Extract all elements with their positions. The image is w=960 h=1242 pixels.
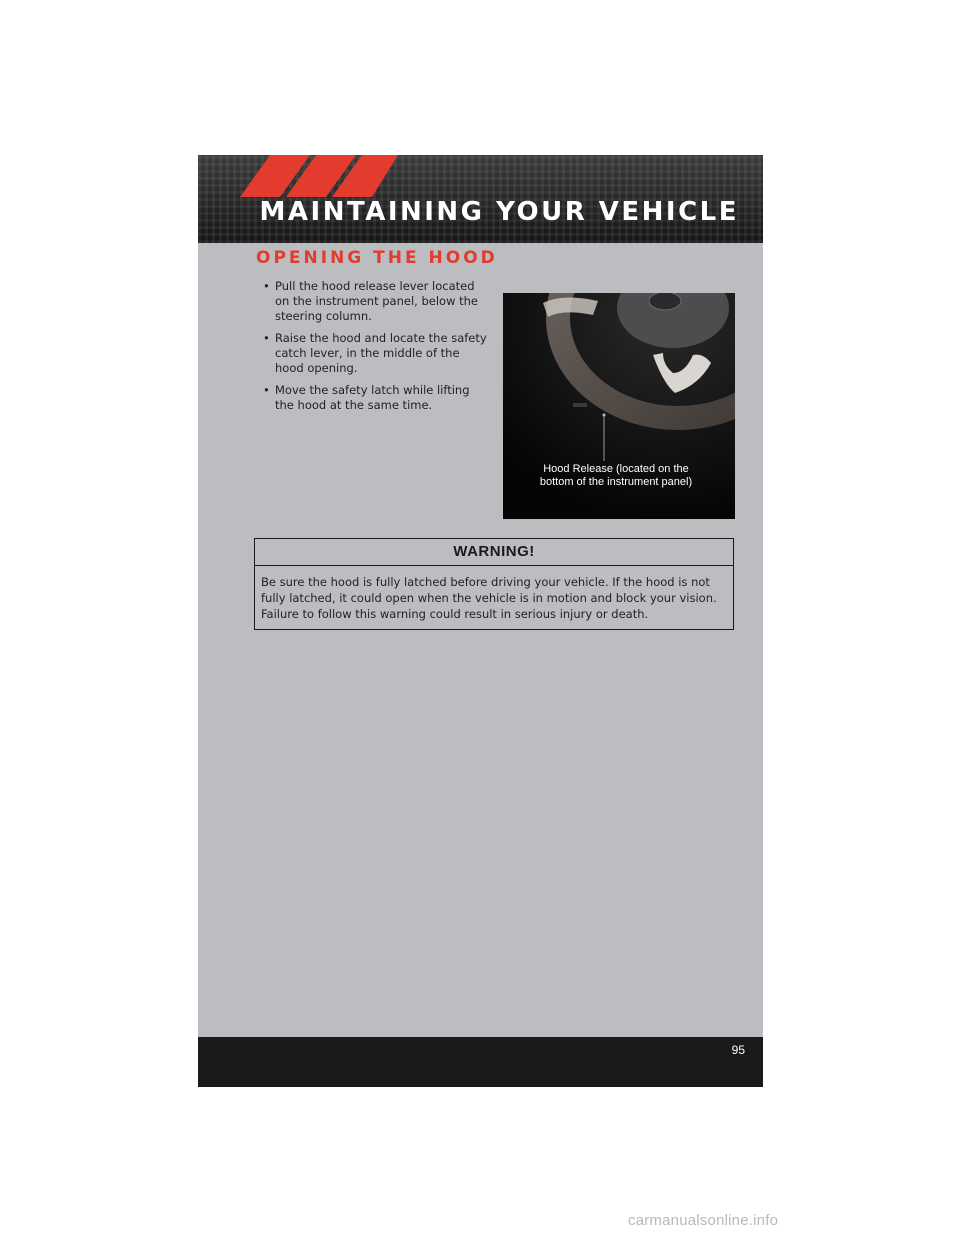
hood-release-photo xyxy=(503,293,735,519)
watermark: carmanualsonline.info xyxy=(628,1212,779,1229)
page-footer xyxy=(198,1037,763,1087)
page-number: 95 xyxy=(731,1043,745,1057)
header-title: MAINTAINING YOUR VEHICLE xyxy=(259,197,739,227)
bullet-icon: • xyxy=(263,383,270,397)
warning-heading: WARNING! xyxy=(255,539,733,566)
photo-caption: Hood Release (located on the bottom of the instrument panel) xyxy=(539,463,693,488)
bullet-icon: • xyxy=(263,331,270,345)
instruction-list xyxy=(260,279,488,420)
warning-box xyxy=(254,538,734,630)
list-item-text: Pull the hood release lever located on the instrument panel, below the steering column. xyxy=(275,279,478,323)
list-item-text: Move the safety latch while lifting the hood at the same time. xyxy=(275,383,470,412)
section-title: OPENING THE HOOD xyxy=(256,248,498,268)
manual-page xyxy=(198,155,763,1087)
list-item xyxy=(260,279,488,324)
bullet-icon: • xyxy=(263,279,270,293)
list-item-text: Raise the hood and locate the safety catch lever, in the middle of the hood opening. xyxy=(275,331,487,375)
page-header xyxy=(198,155,763,243)
list-item xyxy=(260,383,488,413)
list-item xyxy=(260,331,488,376)
red-stripes-decoration xyxy=(198,155,398,197)
warning-text: Be sure the hood is fully latched before driving your vehicle. If the hood is not fully latched, it could open when the vehicle is in motion and block your vision. Failure to follow this warning could result in serious injury or death. xyxy=(261,575,717,621)
